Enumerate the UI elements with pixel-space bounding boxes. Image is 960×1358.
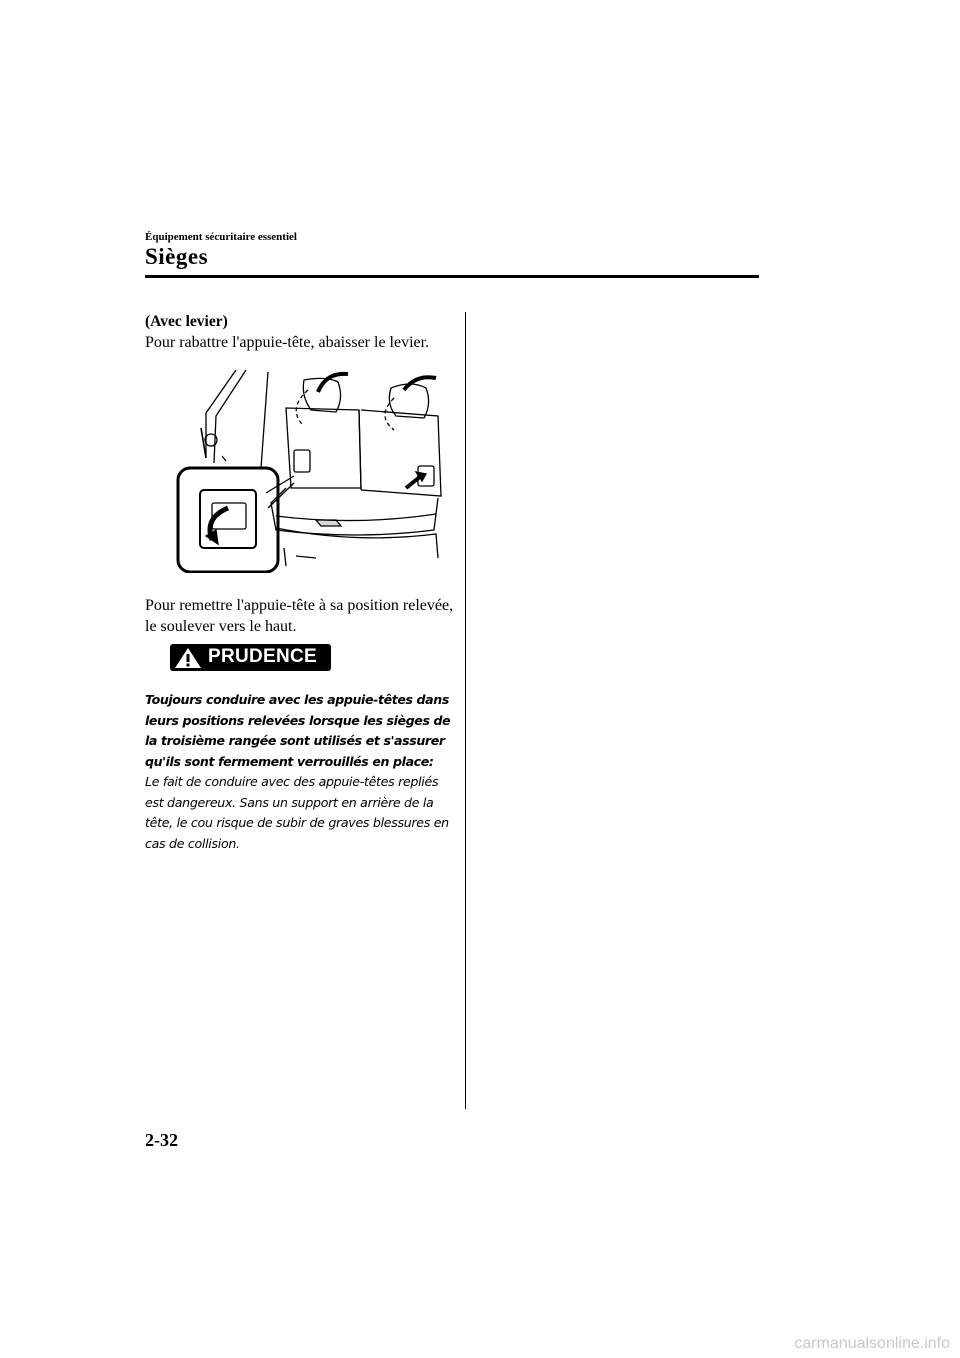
caution-text-block [145,690,455,854]
headrest-lever-illustration [176,368,448,573]
paragraph-raise: Pour remettre l'appuie-tête à sa position relevée, le soulever vers le haut. [145,597,454,635]
warning-triangle-icon [174,647,202,669]
subheading: (Avec levier) [145,313,228,330]
column-divider [465,312,466,1109]
caution-banner [170,644,331,671]
page-number: 2-32 [145,1130,178,1150]
caution-body-text: Le fait de conduire avec des appuie-têtes repliés est dangereux. Sans un support en arrière de la tête, le cou risque de subir de graves blessures en cas de collision. [145,774,449,851]
section-label: Équipement sécuritaire essentiel [145,231,297,243]
paragraph-fold: Pour rabattre l'appuie-tête, abaisser le levier. [145,334,430,351]
watermark: carmanualsonline.info [794,1335,950,1352]
page-title: Sièges [145,244,209,269]
caution-bold-text: Toujours conduire avec les appuie-têtes dans leurs positions relevées lorsque les sièges de la troisième rangée sont utilisés et s'assurer qu'ils sont fermement verrouillés en place: [145,692,451,769]
caution-label: PRUDENCE [208,646,318,667]
title-rule [145,275,759,278]
